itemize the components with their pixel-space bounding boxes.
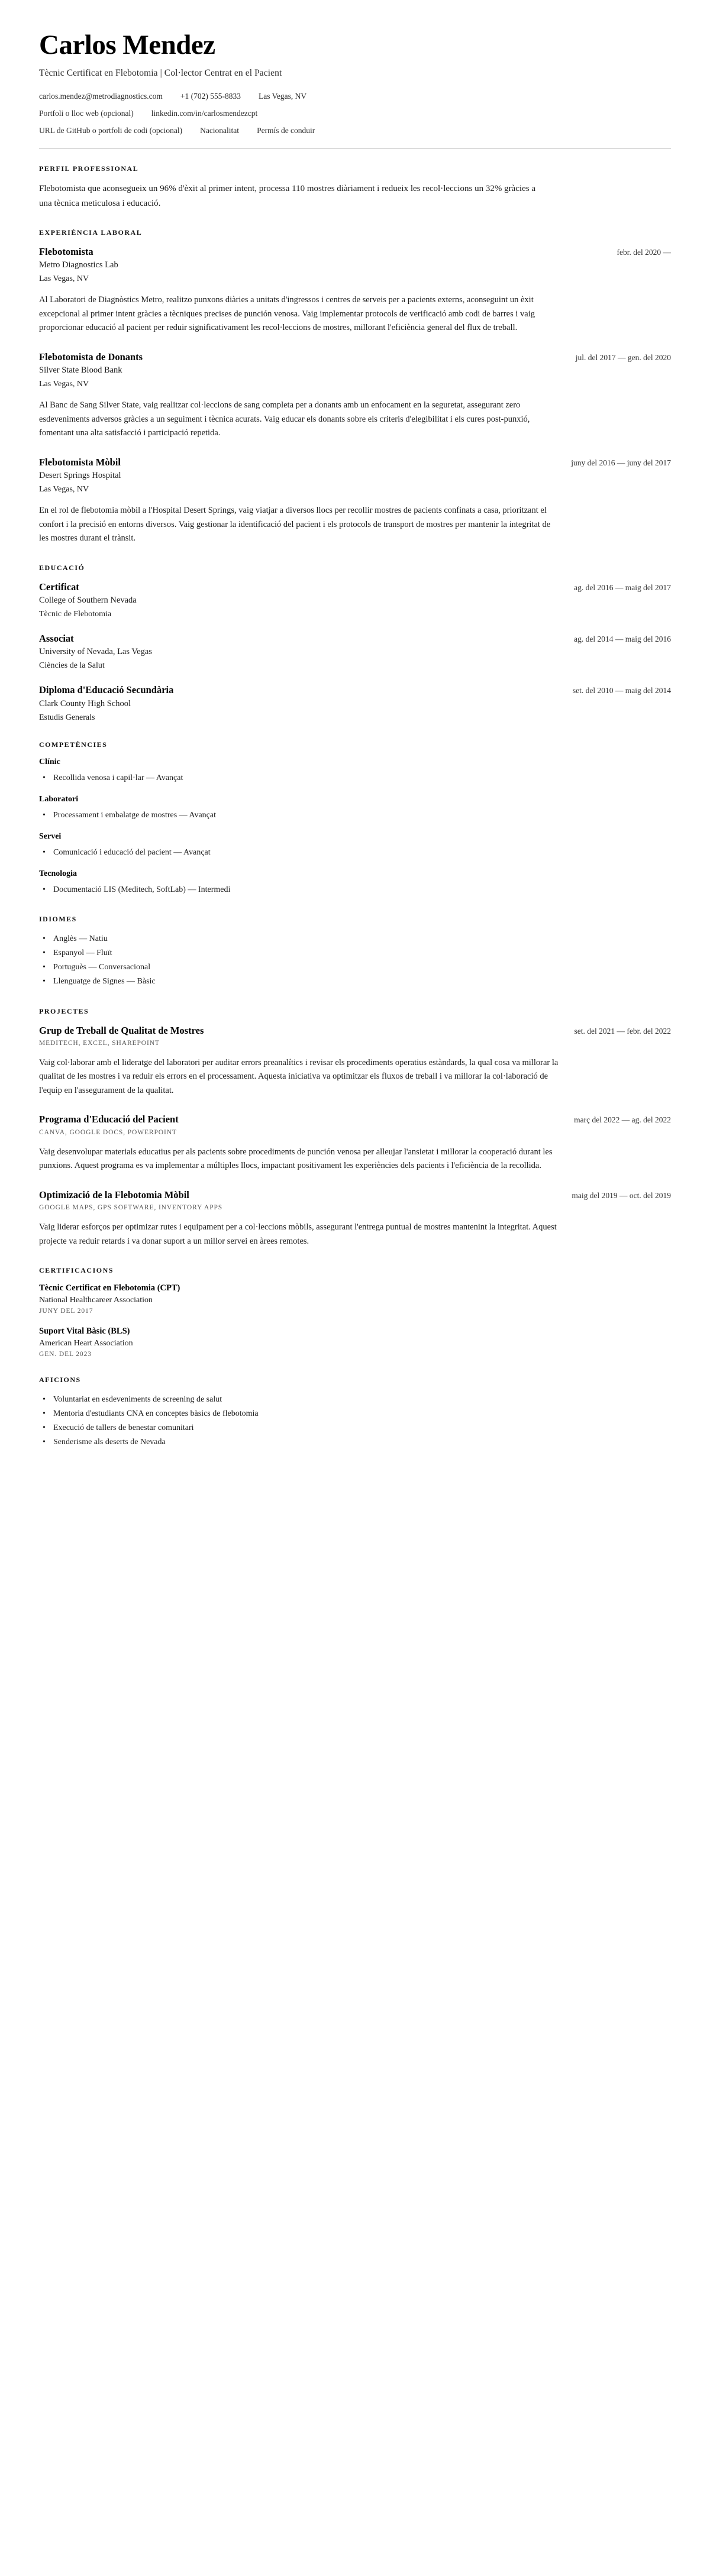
experience-location: Las Vegas, NV xyxy=(39,485,89,494)
experience-dates: febr. del 2020 — xyxy=(617,247,671,257)
education-field: Tècnic de Flebotomia xyxy=(39,610,112,619)
section-heading-projects: PROJECTES xyxy=(39,1007,89,1015)
experience-entry xyxy=(39,245,671,335)
education-degree: Associat xyxy=(39,633,74,645)
certification-issuer: National Healthcareer Association xyxy=(39,1296,153,1305)
skill-group-title: Tecnologia xyxy=(39,869,78,879)
github-placeholder-text: URL de GitHub o portfoli de codi (opcional) xyxy=(39,126,183,135)
section-heading-skills: COMPETÈNCIES xyxy=(39,740,108,749)
section-heading-education: EDUCACIÓ xyxy=(39,563,85,572)
certification-name: Suport Vital Bàsic (BLS) xyxy=(39,1326,130,1336)
skill-list xyxy=(39,808,671,823)
section-interests xyxy=(39,1376,671,1449)
linkedin-text: linkedin.com/in/carlosmendezcpt xyxy=(151,109,258,118)
experience-company: Desert Springs Hospital xyxy=(39,471,121,481)
section-summary xyxy=(39,164,671,211)
experience-description: Al Laboratori de Diagnòstics Metro, realitzo punxons diàries a unitats d'ingressos i centres de serveis per a pacients externs, aconseguint un èxit excepcional al primer intent gràcies a tècniques precises de punción venosa. Vaig implementar protocols de verificació amb codi de barres i vaig proporcionar educació al pacient per reduir significativament les recol·leccions de mostres, millorant l'eficiència general del flux de treball. xyxy=(39,295,535,333)
section-languages xyxy=(39,915,671,989)
section-experience xyxy=(39,228,671,546)
education-entry xyxy=(39,684,671,722)
interest-list xyxy=(39,1393,671,1449)
skill-group xyxy=(39,758,671,785)
education-entry xyxy=(39,581,671,619)
section-heading-interests: AFICIONS xyxy=(39,1376,81,1384)
project-dates: set. del 2021 — febr. del 2022 xyxy=(574,1026,671,1035)
skill-group-title: Clínic xyxy=(39,757,60,766)
certification-issuer: American Heart Association xyxy=(39,1339,133,1348)
project-name: Optimizació de la Flebotomia Mòbil xyxy=(39,1189,189,1200)
skill-list xyxy=(39,771,671,785)
section-heading-experience: EXPERIÈNCIA LABORAL xyxy=(39,228,143,237)
skill-group xyxy=(39,869,671,897)
experience-dates: juny del 2016 — juny del 2017 xyxy=(571,458,671,467)
skill-group-title: Servei xyxy=(39,832,62,842)
section-heading-languages: IDIOMES xyxy=(39,915,77,924)
project-entry xyxy=(39,1113,671,1173)
list-item: • Execució de tallers de benestar comunitari xyxy=(52,1421,671,1435)
education-entry-head xyxy=(39,632,671,645)
language-list xyxy=(39,932,671,989)
contact-line-secondary xyxy=(39,109,671,118)
contact-line-primary xyxy=(39,92,671,101)
page-title: Carlos Mendez xyxy=(39,30,215,60)
experience-location: Las Vegas, NV xyxy=(39,380,89,389)
professional-headline: Tècnic Certificat en Flebotomia | Col·lector Centrat en el Pacient xyxy=(39,68,282,79)
education-school: College of Southern Nevada xyxy=(39,596,137,606)
project-entry xyxy=(39,1189,671,1248)
experience-entry-head xyxy=(39,351,671,363)
list-item: • Senderisme als deserts de Nevada xyxy=(52,1435,671,1449)
skill-group-title: Laboratori xyxy=(39,795,79,804)
skill-group xyxy=(39,795,671,823)
experience-entry xyxy=(39,351,671,441)
project-tools: CANVA, GOOGLE DOCS, POWERPOINT xyxy=(39,1128,177,1136)
nationality-placeholder-text: Nacionalitat xyxy=(200,126,240,135)
section-heading-summary: PERFIL PROFESSIONAL xyxy=(39,164,139,173)
list-item: • Voluntariat en esdeveniments de screening de salut xyxy=(52,1393,671,1407)
experience-company: Silver State Blood Bank xyxy=(39,365,122,376)
education-field: Ciències de la Salut xyxy=(39,661,105,671)
section-heading-certifications: CERTIFICACIONS xyxy=(39,1266,114,1275)
experience-role: Flebotomista Mòbil xyxy=(39,456,121,468)
certification-entry xyxy=(39,1326,671,1358)
project-tools: MEDITECH, EXCEL, SHAREPOINT xyxy=(39,1039,160,1047)
education-dates: ag. del 2016 — maig del 2017 xyxy=(574,582,671,592)
experience-entry-head xyxy=(39,245,671,258)
portfolio-placeholder-text: Portfoli o lloc web (opcional) xyxy=(39,109,134,118)
project-entry-head xyxy=(39,1024,671,1037)
project-entry-head xyxy=(39,1113,671,1125)
project-entry xyxy=(39,1024,671,1098)
experience-dates: jul. del 2017 — gen. del 2020 xyxy=(575,352,671,362)
experience-description: En el rol de flebotomia mòbil a l'Hospital Desert Springs, vaig viatjar a diversos llocs per recollir mostres de pacients confinats a casa, prioritzant el confort i la precisió en entorns diversos. Vaig gestionar la identificació del pacient i els protocols de transport de mostres per mantenir la integritat de les mostres durant el trànsit. xyxy=(39,506,551,543)
header-divider xyxy=(39,148,671,149)
experience-entry-head xyxy=(39,456,671,468)
education-school: Clark County High School xyxy=(39,698,131,708)
list-item: • Comunicació i educació del pacient — Avançat xyxy=(52,846,671,860)
project-entry-head xyxy=(39,1189,671,1201)
section-education xyxy=(39,564,671,723)
email-text: carlos.mendez@metrodiagnostics.com xyxy=(39,92,163,101)
education-dates: ag. del 2014 — maig del 2016 xyxy=(574,635,671,644)
project-dates: maig del 2019 — oct. del 2019 xyxy=(572,1190,671,1200)
list-item: • Portuguès — Conversacional xyxy=(52,960,671,975)
project-dates: març del 2022 — ag. del 2022 xyxy=(574,1115,671,1125)
skill-group xyxy=(39,832,671,860)
section-skills xyxy=(39,740,671,897)
skill-list xyxy=(39,883,671,897)
experience-description: Al Banc de Sang Silver State, vaig realitzar col·leccions de sang completa per a donants amb un enfocament en la seguretat, assegurant zero esdeveniments adversos gràcies a un seguiment i tècnica acurats. Vaig educar els donants sobre els criteris d'elegibilitat i els cures post-punxió, fomentant una alta satisfacció i participació repetida. xyxy=(39,400,530,438)
list-item: • Espanyol — Fluït xyxy=(52,946,671,960)
education-entry-head xyxy=(39,581,671,593)
summary-text: Flebotomista que aconsegueix un 96% d'èxit al primer intent, processa 110 mostres diàriament i redueix les recol·leccions un 32% gràcies a una tècnica meticulosa i educació. xyxy=(39,184,535,208)
location-text: Las Vegas, NV xyxy=(258,92,307,101)
section-certifications xyxy=(39,1266,671,1358)
driving-licence-placeholder-text: Permís de conduir xyxy=(257,126,315,135)
education-degree: Certificat xyxy=(39,581,79,593)
project-description: Vaig col·laborar amb el lideratge del laboratori per auditar errors preanalítics i revisar els procediments operatius estàndards, la qual cosa va millorar la qualitat de les mostres i va reduir els errors en el processament. Aquesta iniciativa va optimitzar els fluxos de treball i va millorar la col·laboració de l'equip en l'assegurament de la qualitat. xyxy=(39,1057,559,1095)
project-description: Vaig desenvolupar materials educatius per als pacients sobre procediments de punción venosa per alleujar l'ansietat i millorar la cooperació durant les punxions. Aquest programa es va implementar a múltiples llocs, impactant positivament les experiències dels pacients i l'eficiència de la recollida. xyxy=(39,1147,553,1171)
certification-name: Tècnic Certificat en Flebotomia (CPT) xyxy=(39,1283,180,1293)
project-tools: GOOGLE MAPS, GPS SOFTWARE, INVENTORY APPS xyxy=(39,1204,223,1212)
list-item: • Mentoria d'estudiants CNA en conceptes bàsics de flebotomia xyxy=(52,1407,671,1421)
experience-role: Flebotomista de Donants xyxy=(39,351,143,363)
section-projects xyxy=(39,1007,671,1249)
experience-entry xyxy=(39,456,671,546)
certification-entry xyxy=(39,1283,671,1315)
education-degree: Diploma d'Educació Secundària xyxy=(39,684,174,696)
skill-list xyxy=(39,846,671,860)
project-name: Programa d'Educació del Pacient xyxy=(39,1114,179,1125)
list-item: • Processament i embalatge de mostres — Avançat xyxy=(52,808,671,823)
education-field: Estudis Generals xyxy=(39,713,95,722)
list-item: • Documentació LIS (Meditech, SoftLab) — Intermedi xyxy=(52,883,671,897)
list-item: • Anglès — Natiu xyxy=(52,932,671,946)
list-item: • Llenguatge de Signes — Bàsic xyxy=(52,975,671,989)
education-entry xyxy=(39,632,671,671)
certification-date: JUNY DEL 2017 xyxy=(39,1308,93,1315)
experience-company: Metro Diagnostics Lab xyxy=(39,260,118,270)
list-item: • Recollida venosa i capil·lar — Avançat xyxy=(52,771,671,785)
education-dates: set. del 2010 — maig del 2014 xyxy=(572,686,671,695)
certification-date: GEN. DEL 2023 xyxy=(39,1351,92,1358)
experience-location: Las Vegas, NV xyxy=(39,274,89,284)
project-name: Grup de Treball de Qualitat de Mostres xyxy=(39,1024,204,1036)
education-entry-head xyxy=(39,684,671,696)
education-school: University of Nevada, Las Vegas xyxy=(39,647,152,657)
experience-role: Flebotomista xyxy=(39,245,93,257)
phone-text: +1 (702) 555-8833 xyxy=(180,92,241,101)
contact-line-tertiary xyxy=(39,126,671,135)
project-description: Vaig liderar esforços per optimizar rutes i equipament per a col·leccions mòbils, assegurant l'entrega puntual de mostres mantenint la integritat. Aquest projecte va reduir retards i va donar suport a un millor servei en àrees remotes. xyxy=(39,1222,557,1246)
